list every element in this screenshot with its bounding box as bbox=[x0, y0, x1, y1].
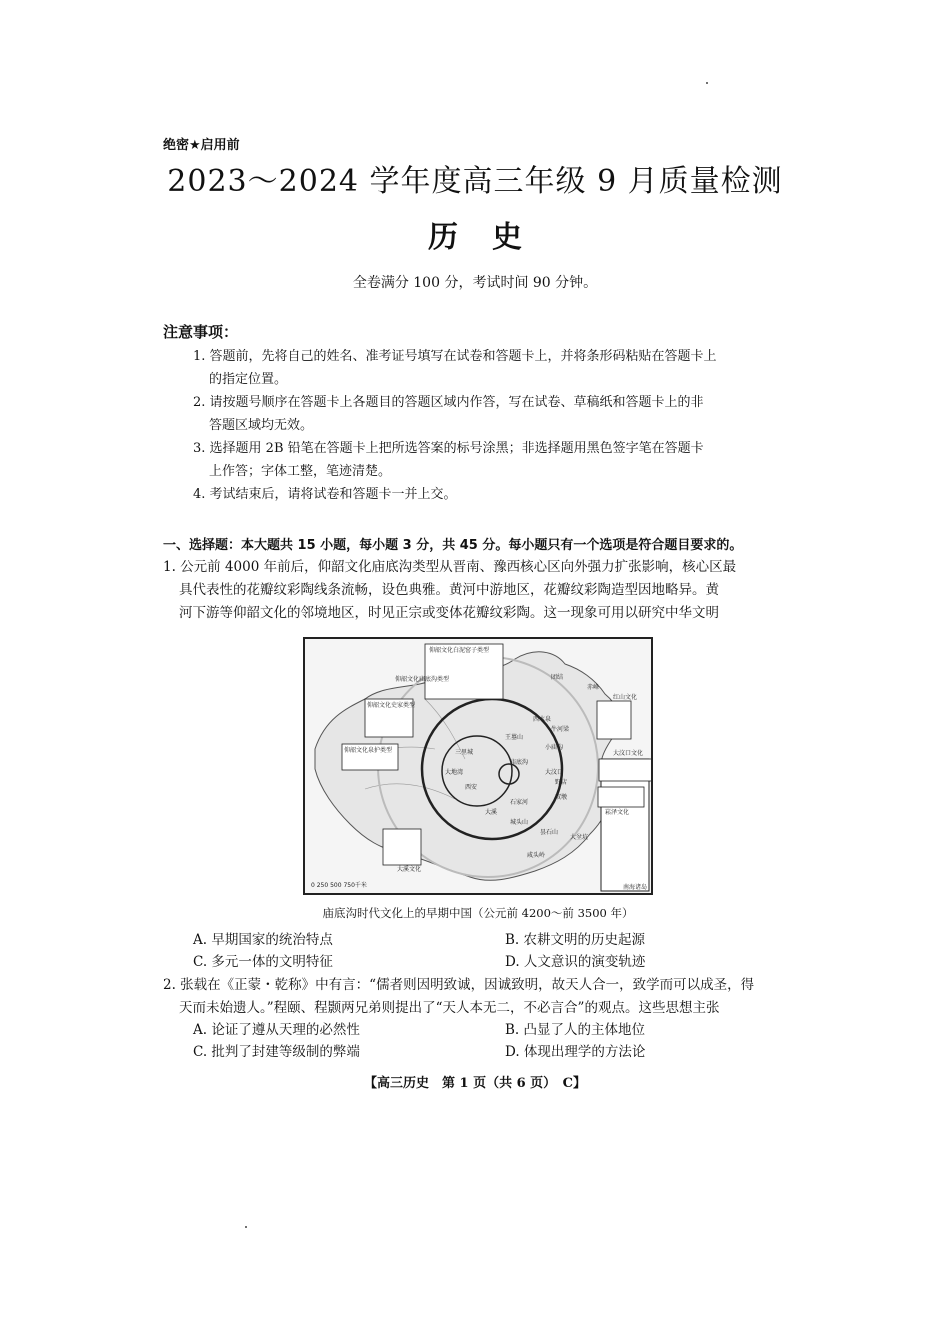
q1-option-b[interactable]: B. 农耕文明的历史起源 bbox=[505, 932, 646, 948]
map-label-songze: 崧泽文化 bbox=[605, 809, 630, 816]
map-drawing bbox=[305, 639, 651, 893]
notice-item-3: 3. 选择题用 2B 铅笔在答题卡上把所选答案的标号涂黑；非选择题用黑色签字笔在答题卡 上作答；字体工整，笔迹清楚。 bbox=[193, 441, 704, 479]
historical-map bbox=[303, 637, 653, 895]
exam-title: 2023～2024 学年度高三年级 9 月质量检测 bbox=[167, 164, 783, 199]
map-place-5: 王墓山 bbox=[505, 734, 524, 741]
map-inset-label: 南海诸岛 bbox=[623, 884, 648, 891]
map-place-12: 野店 bbox=[555, 779, 568, 786]
subject-title: 历史 bbox=[428, 220, 556, 255]
q1-option-a[interactable]: A. 早期国家的统治特点 bbox=[193, 932, 333, 948]
map-place-8: 三里城 bbox=[455, 749, 474, 756]
map-place-19: 咸头岭 bbox=[527, 852, 546, 859]
q2-option-b[interactable]: B. 凸显了人的主体地位 bbox=[505, 1022, 646, 1038]
map-label-dawenkou: 大汶口文化 bbox=[613, 750, 644, 757]
notice-item-4: 4. 考试结束后，请将试卷和答题卡一并上交。 bbox=[193, 487, 457, 502]
map-place-18: 大坌坑 bbox=[570, 834, 589, 841]
q1-option-d[interactable]: D. 人文意识的演变轨迹 bbox=[505, 954, 646, 970]
page-footer: 【高三历史 第 1 页（共 6 页） C】 bbox=[363, 1076, 587, 1091]
confidential-label: 绝密★启用前 bbox=[163, 138, 240, 153]
q2-option-a[interactable]: A. 论证了遵从天理的必然性 bbox=[193, 1022, 360, 1038]
map-label-hongshan: 红山文化 bbox=[613, 694, 638, 701]
map-place-10: 西安 bbox=[465, 784, 478, 791]
map-place-11: 大汶口 bbox=[545, 769, 564, 776]
scan-speck bbox=[245, 1226, 247, 1228]
notice-list bbox=[193, 345, 793, 506]
q1-option-c[interactable]: C. 多元一体的文明特征 bbox=[193, 954, 333, 970]
map-label-quanhu-box: 仰韶文化泉护类型 bbox=[344, 747, 393, 754]
scan-speck bbox=[706, 82, 708, 84]
map-label-miaodigou-box: 仰韶文化庙底沟类型 bbox=[395, 676, 450, 683]
question-1-stem: 1. 公元前 4000 年前后，仰韶文化庙底沟类型从晋南、豫西核心区向外强力扩张影响，核心区最 具代表性的花瓣纹彩陶线条流畅，设色典雅。黄河中游地区，花瓣纹彩陶造型因地略异。黄 河下游等仰韶文化的邻境地区，时见正宗或变体花瓣纹彩陶。这一现象可用以研究中华文明 bbox=[163, 559, 737, 621]
map-place-1: 团结 bbox=[551, 674, 564, 681]
map-label-daxi: 大溪文化 bbox=[397, 866, 422, 873]
score-time-note: 全卷满分 100 分，考试时间 90 分钟。 bbox=[352, 275, 598, 291]
q2-option-d[interactable]: D. 体现出理学的方法论 bbox=[505, 1044, 646, 1060]
map-place-4: 牛河梁 bbox=[551, 726, 570, 733]
q2-option-c[interactable]: C. 批判了封建等级制的弊端 bbox=[193, 1044, 360, 1060]
map-scale: 0 250 500 750千米 bbox=[311, 882, 367, 889]
map-place-16: 双墩 bbox=[555, 794, 568, 801]
map-place-14: 大溪 bbox=[485, 809, 498, 816]
map-place-6: 小庙沟 bbox=[545, 744, 564, 751]
map-place-15: 城头山 bbox=[510, 819, 529, 826]
map-label-top-box: 仰韶文化白泥窑子类型 bbox=[429, 647, 490, 654]
notice-item-2: 2. 请按题号顺序在答题卡上各题目的答题区域内作答，写在试卷、草稿纸和答题卡上的非 答题区域均无效。 bbox=[193, 395, 704, 433]
question-2-stem: 2. 张载在《正蒙・乾称》中有言：“儒者则因明致诚，因诚致明，故天人合一，致学而可以成圣，得 天而未始遗人。”程颐、程颢两兄弟则提出了“天人本无二，不必言合”的观点。这些思想主张 bbox=[163, 977, 755, 1016]
map-place-7: 庙底沟 bbox=[510, 759, 529, 766]
map-place-9: 大地湾 bbox=[445, 769, 464, 776]
map-place-17: 昙石山 bbox=[540, 829, 559, 836]
map-label-shijia-box: 仰韶文化史家类型 bbox=[367, 702, 416, 709]
section-heading: 一、选择题：本大题共 15 小题，每小题 3 分，共 45 分。每小题只有一个选项是符合题目要求的。 bbox=[163, 538, 743, 553]
notice-heading: 注意事项： bbox=[163, 323, 239, 341]
notice-item-1: 1. 答题前，先将自己的姓名、准考证号填写在试卷和答题卡上，并将条形码粘贴在答题卡上 的指定位置。 bbox=[193, 349, 717, 387]
map-place-2: 赤峰 bbox=[587, 684, 600, 691]
map-place-13: 石家河 bbox=[510, 799, 529, 806]
map-caption: 庙底沟时代文化上的早期中国（公元前 4200～前 3500 年） bbox=[322, 906, 634, 920]
map-place-3: 西水泉 bbox=[533, 716, 552, 723]
